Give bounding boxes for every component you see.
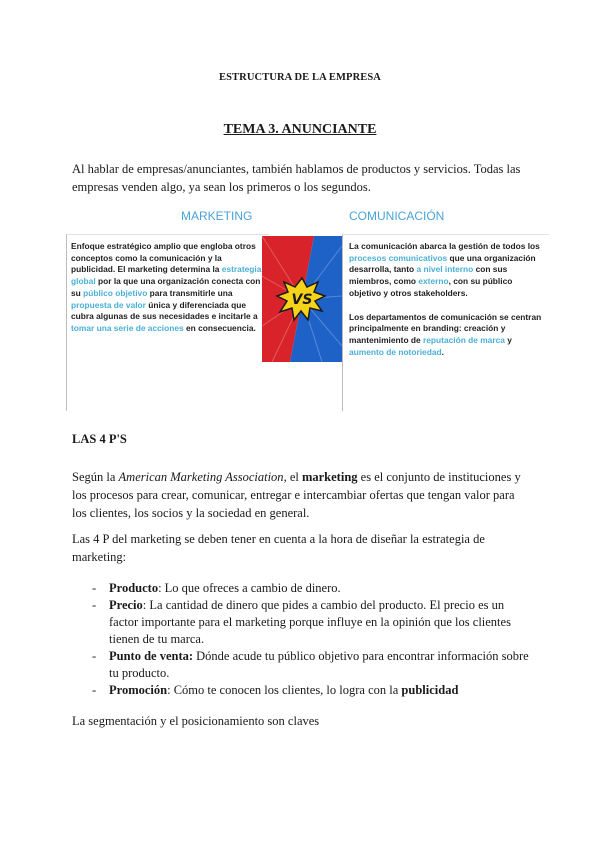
intro-paragraph: Al hablar de empresas/anunciantes, también hablamos de productos y servicios. Todas las empresas venden algo, ya sean los primeros o los segundos.	[72, 162, 521, 194]
comunicacion-paragraph-2	[349, 312, 545, 359]
text: es el conjunto de instituciones y los procesos para crear, comunicar, entregar e intercambiar ofertas que tengan valor para los clientes, los socios y la sociedad en general.	[72, 470, 521, 520]
marketing-title: MARKETING	[181, 209, 253, 223]
box-text: y	[504, 334, 512, 345]
comunicacion-title: COMUNICACIÓN	[349, 209, 445, 223]
box-text: para transmitirle una	[147, 287, 233, 298]
box-text: Los departamentos de comunicación se centran principalmente en branding: creación y mantenimiento de	[349, 311, 542, 345]
bullet: -	[92, 581, 97, 595]
box-highlight: tomar una serie de acciones	[71, 322, 184, 333]
box-text: Enfoque estratégico amplio que engloba otros conceptos como la comunicación y la publicidad. El marketing determina la	[71, 241, 256, 275]
closing-paragraph: La segmentación y el posicionamiento son claves	[72, 714, 320, 728]
marketing-box	[66, 234, 269, 411]
list-text: : Cómo te conocen los clientes, lo logra con la	[167, 683, 402, 697]
list-item	[92, 597, 532, 648]
box-text: La comunicación abarca la gestión de todos los	[349, 241, 540, 251]
bullet: -	[92, 649, 97, 663]
box-highlight: propuesta de valor	[71, 299, 146, 310]
versus-graphic	[262, 236, 342, 362]
text: Según la	[72, 470, 119, 484]
list-text: : Lo que ofreces a cambio de dinero.	[158, 581, 341, 595]
box-text: por la que una organización conecta con su	[71, 276, 261, 298]
list-item	[92, 580, 532, 597]
list-term: Promoción	[109, 683, 168, 697]
list-text: Dónde acude tu público objetivo para encontrar información sobre tu producto.	[109, 649, 529, 680]
box-text: , con su público objetivo y otros stakeholders.	[349, 276, 513, 298]
list-term: publicidad	[401, 683, 459, 697]
marketing-term: marketing	[301, 470, 358, 484]
box-text: única y diferenciada que cubra algunas de sus necesidades e incitarle a	[71, 299, 258, 322]
bullet: -	[92, 598, 97, 612]
box-text: .	[441, 346, 444, 357]
box-highlight: aumento de notoriedad	[349, 346, 442, 357]
list-term: Producto	[109, 581, 159, 595]
comunicacion-paragraph-1	[349, 241, 545, 300]
box-highlight: a nivel interno	[416, 264, 474, 275]
box-text: que una organización desarrolla, tanto	[349, 252, 536, 275]
list-term: Precio	[109, 598, 143, 612]
bullet: -	[92, 683, 97, 697]
versus-label: VS	[291, 292, 313, 308]
text: , el	[283, 470, 302, 484]
list-item	[92, 648, 532, 682]
four-p-intro: Las 4 P del marketing se deben tener en cuenta a la hora de diseñar la estrategia de marketing:	[72, 532, 485, 564]
organization-name: American Marketing Association	[118, 470, 284, 484]
list-item	[92, 682, 532, 699]
box-highlight: reputación de marca	[423, 334, 505, 345]
list-text: : La cantidad de dinero que pides a cambio del producto. El precio es un factor importante para el marketing porque influye en la opinión que los clientes tienen de tu marca.	[109, 598, 511, 646]
comunicacion-box	[342, 234, 549, 411]
four-p-list	[92, 580, 532, 699]
box-highlight: público objetivo	[83, 287, 148, 298]
box-highlight: externo	[418, 276, 449, 287]
box-highlight: estrategia global	[71, 264, 262, 287]
definition-paragraph	[72, 468, 532, 522]
box-text: en consecuencia.	[183, 322, 256, 333]
page-title: TEMA 3. ANUNCIANTE	[223, 122, 377, 137]
section-heading: LAS 4 P'S	[72, 432, 127, 446]
document-header: ESTRUCTURA DE LA EMPRESA	[219, 72, 381, 83]
box-text: con sus miembros, como	[349, 264, 508, 287]
list-term: Punto de venta:	[109, 649, 194, 663]
box-highlight: procesos comunicativos	[349, 252, 448, 263]
